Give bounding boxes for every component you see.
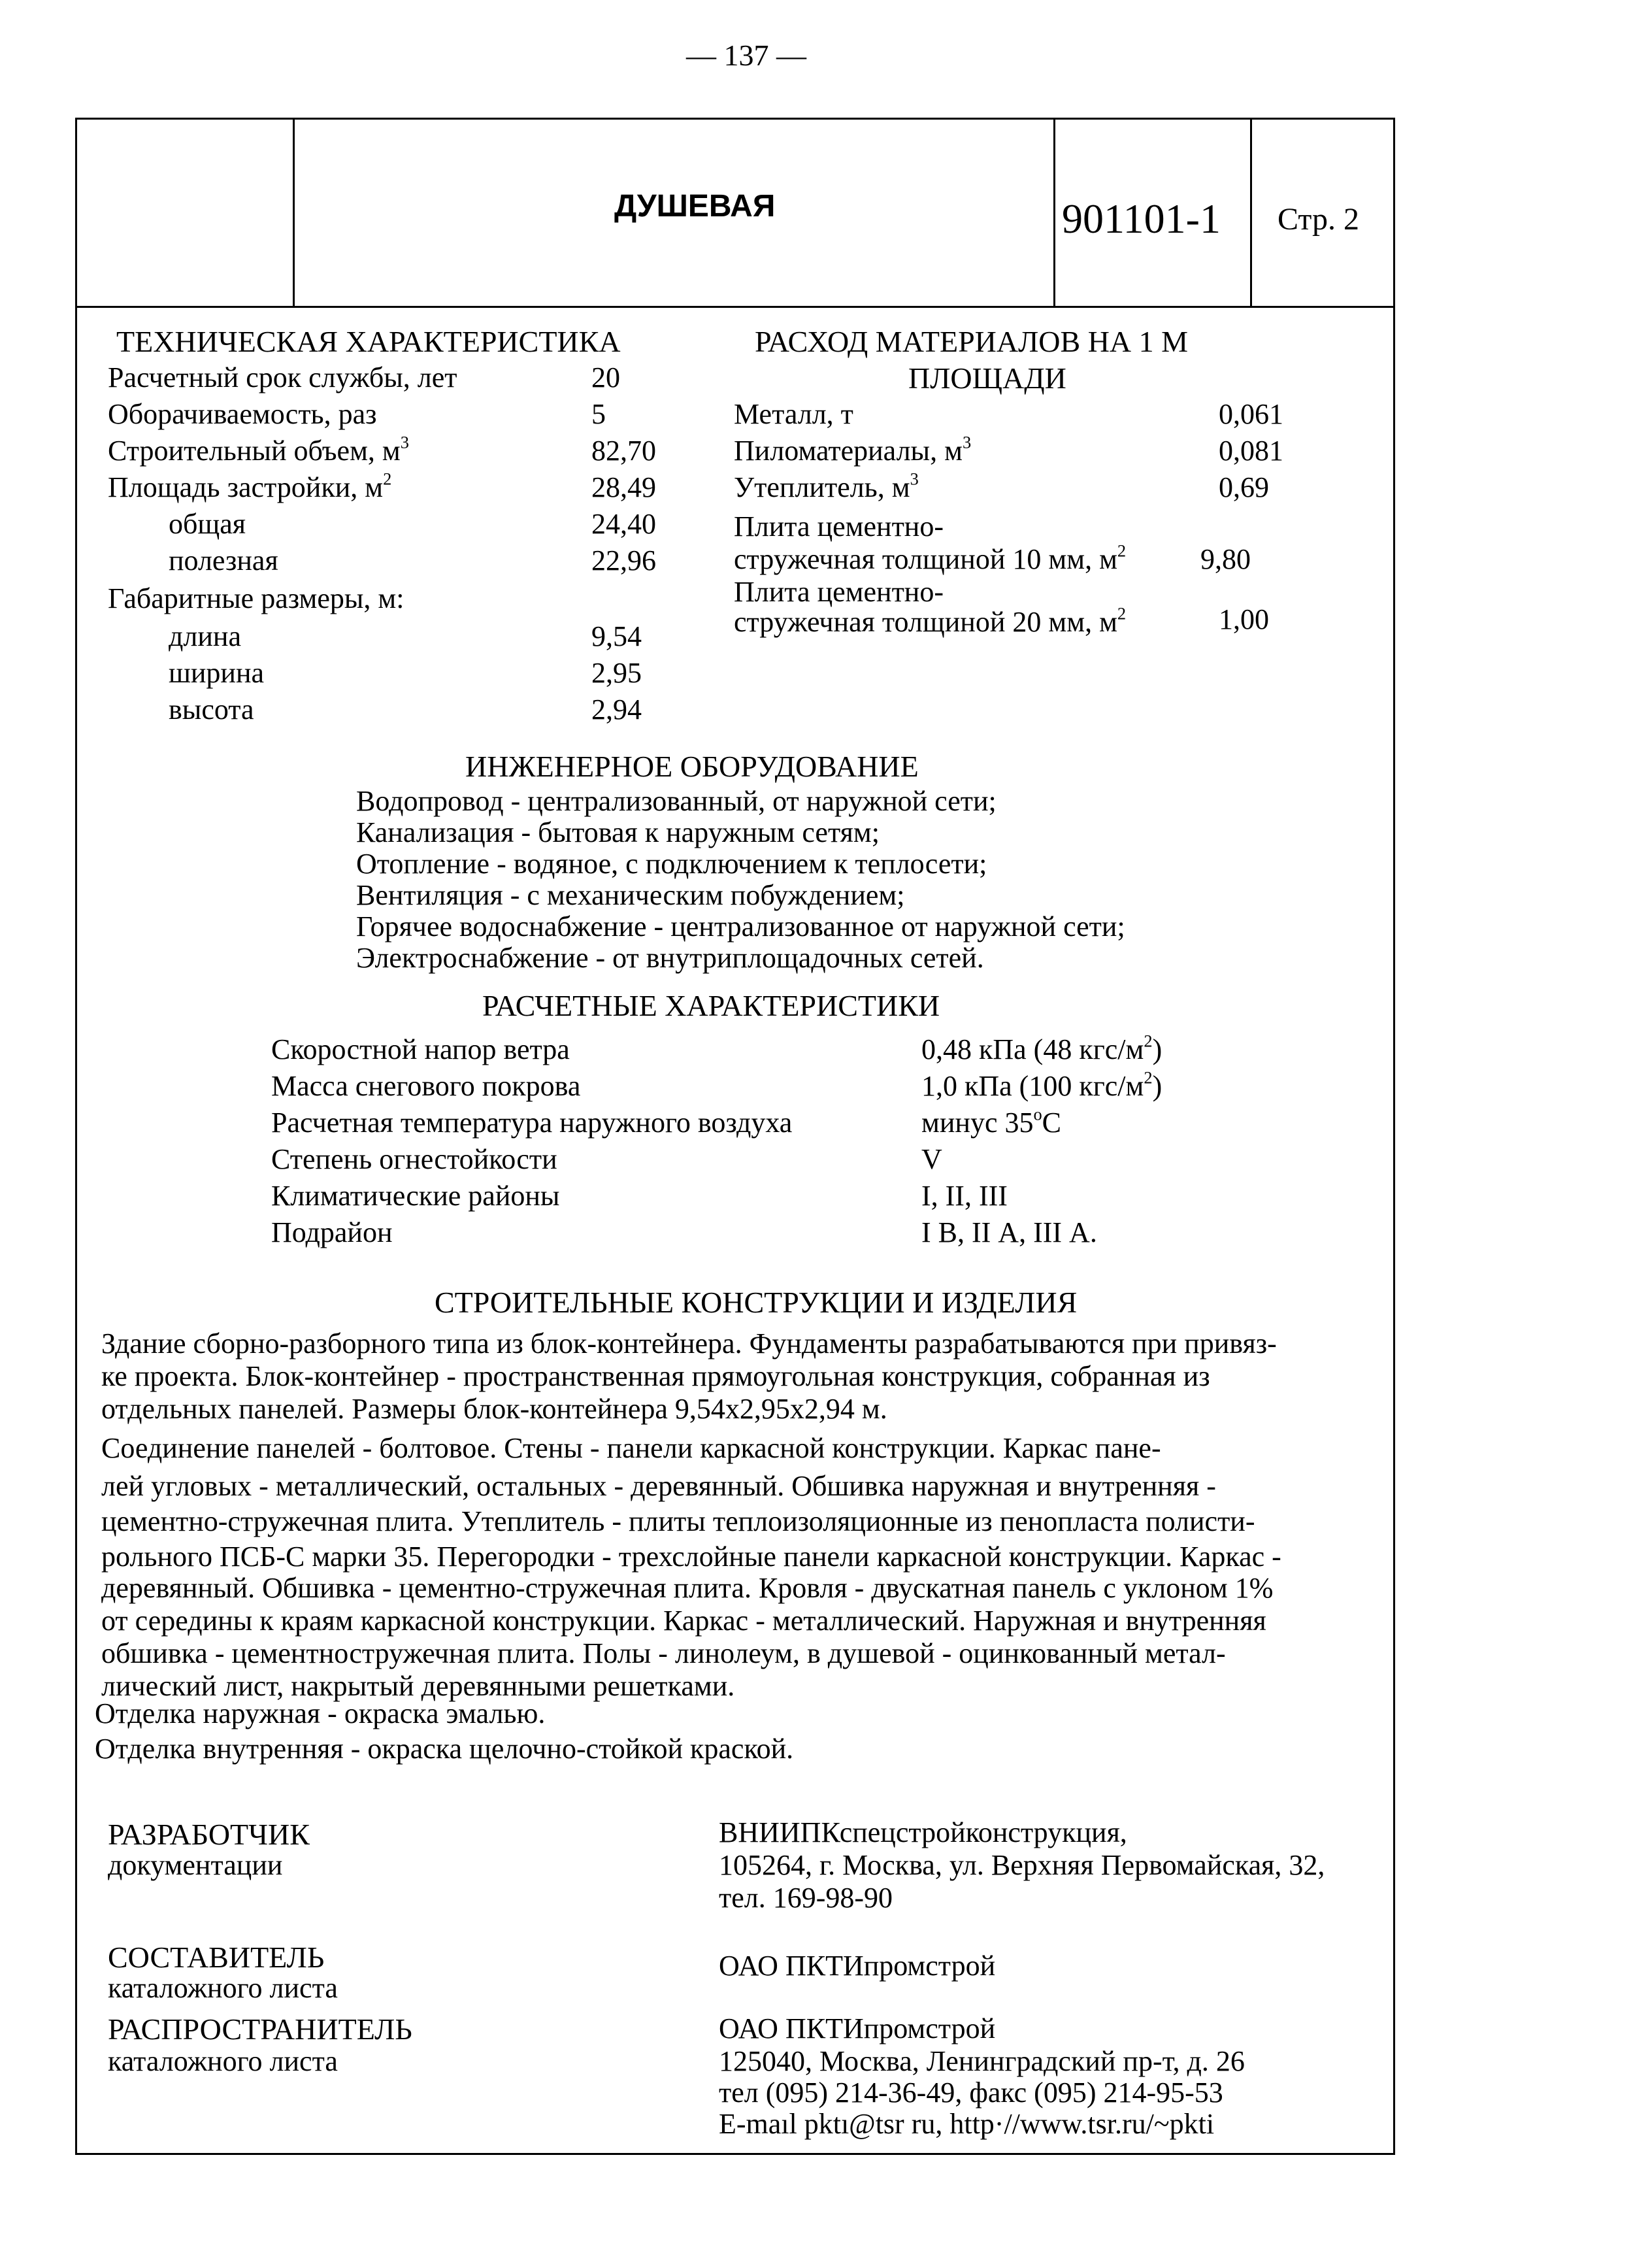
calc-row-value: I, II, III bbox=[921, 1180, 1008, 1212]
material-row-label: Плита цементно- bbox=[734, 576, 944, 608]
tech-row-label: Строительный объем, $м^3$ bbox=[108, 432, 409, 467]
material-row-label: стружечная толщиной 10 мм, $м^2$ bbox=[734, 541, 1127, 575]
construction-line: Отделка наружная - окраска эмалью. bbox=[95, 1697, 546, 1729]
calc-row-label: Климатические районы bbox=[271, 1180, 560, 1212]
calc-row-value: минус $35^оС$ bbox=[921, 1104, 1062, 1139]
calc-heading: РАСЧЕТНЫЕ ХАРАКТЕРИСТИКИ bbox=[482, 989, 940, 1022]
material-row-value: 0,081 bbox=[1219, 435, 1283, 467]
distributor-line: тел (095) 214-36-49, факс (095) 214-95-53 bbox=[719, 2076, 1223, 2109]
construction-line: лический лист, накрытый деревянными решетками. bbox=[101, 1670, 735, 1702]
tech-row-label: ширина bbox=[169, 657, 265, 689]
construction-line: отдельных панелей. Размеры блок-контейнера 9,54x2,95x2,94 м. bbox=[101, 1393, 887, 1425]
compiler-sublabel: каталожного листа bbox=[108, 1972, 338, 2004]
tech-heading: ТЕХНИЧЕСКАЯ ХАРАКТЕРИСТИКА bbox=[116, 325, 621, 358]
tech-row-value: 82,70 bbox=[591, 435, 656, 467]
tech-row-label: высота bbox=[169, 693, 254, 725]
tech-row-label: Расчетный срок службы, лет bbox=[108, 361, 457, 393]
engineering-line: Вентиляция - с механическим побуждением; bbox=[356, 879, 905, 911]
developer-line: тел. 169-98-90 bbox=[719, 1882, 893, 1914]
material-row-label: Пиломатериалы, $м^3$ bbox=[734, 432, 972, 467]
calc-row-label: Степень огнестойкости bbox=[271, 1143, 557, 1175]
distributor-label: РАСПРОСТРАНИТЕЛЬ bbox=[108, 2012, 412, 2046]
material-row-value: 0,69 bbox=[1219, 471, 1269, 503]
compiler-value: ОАО ПКТИпромстрой bbox=[719, 1950, 996, 1982]
construction-line: Соединение панелей - болтовое. Стены - панели каркасной конструкции. Каркас пане- bbox=[101, 1432, 1161, 1464]
construction-line: лей угловых - металлический, остальных - деревянный. Обшивка наружная и внутренняя - bbox=[101, 1470, 1216, 1502]
header-divider-3 bbox=[1250, 118, 1252, 307]
construction-line: цементно-стружечная плита. Утеплитель - плиты теплоизоляционные из пенопласта полисти- bbox=[101, 1505, 1255, 1537]
tech-row-value: 28,49 bbox=[591, 471, 656, 503]
tech-row-value: 22,96 bbox=[591, 544, 656, 576]
tech-row-value: 2,94 bbox=[591, 693, 642, 725]
calc-row-value: V bbox=[921, 1143, 942, 1175]
distributor-line: E-maıl pktı@tsr ru, http·//www.tsr.ru/~pkti bbox=[719, 2108, 1215, 2140]
tech-row-label: Габаритные размеры, м: bbox=[108, 582, 404, 614]
engineering-line: Электроснабжение - от внутриплощадочных сетей. bbox=[356, 942, 984, 974]
tech-row-value: 24,40 bbox=[591, 508, 656, 540]
calc-row-label: Подрайон bbox=[271, 1216, 393, 1248]
calc-row-label: Расчетная температура наружного воздуха bbox=[271, 1107, 793, 1139]
construction-line: Здание сборно-разборного типа из блок-контейнера. Фундаменты разрабатываются при привяз- bbox=[101, 1327, 1277, 1359]
construction-line: рольного ПСБ-С марки 35. Перегородки - трехслойные панели каркасной конструкции. Каркас - bbox=[101, 1541, 1281, 1573]
distributor-sublabel: каталожного листа bbox=[108, 2045, 338, 2077]
materials-heading: РАСХОД МАТЕРИАЛОВ НА 1 М bbox=[755, 325, 1189, 358]
engineering-line: Канализация - бытовая к наружным сетям; bbox=[356, 816, 880, 848]
calc-row-value: I В, II А, III А. bbox=[921, 1216, 1097, 1248]
material-row-value: 9,80 bbox=[1200, 543, 1251, 575]
materials-heading-line2: ПЛОЩАДИ bbox=[908, 361, 1066, 395]
engineering-line: Водопровод - централизованный, от наружной сети; bbox=[356, 785, 997, 817]
developer-label: РАЗРАБОТЧИК bbox=[108, 1818, 310, 1851]
tech-row-label: длина bbox=[169, 620, 241, 652]
construction-line: деревянный. Обшивка - цементно-стружечная плита. Кровля - двускатная панель с уклоном 1% bbox=[101, 1572, 1274, 1604]
construction-line: Отделка внутренняя - окраска щелочно-стойкой краской. bbox=[95, 1733, 794, 1765]
calc-row-label: Скоростной напор ветра bbox=[271, 1033, 570, 1065]
distributor-line: 125040, Москва, Ленинградский пр-т, д. 26 bbox=[719, 2045, 1245, 2077]
header-divider-2 bbox=[1053, 118, 1055, 307]
material-row-value: 1,00 bbox=[1219, 603, 1269, 635]
engineering-heading: ИНЖЕНЕРНОЕ ОБОРУДОВАНИЕ bbox=[465, 750, 919, 783]
tech-row-value: 5 bbox=[591, 398, 606, 430]
developer-sublabel: документации bbox=[108, 1849, 283, 1881]
tech-row-label: полезная bbox=[169, 544, 278, 576]
material-row-label: Утеплитель, $м^3$ bbox=[734, 469, 919, 503]
calc-row-label: Масса снегового покрова bbox=[271, 1070, 581, 1102]
material-row-label: Плита цементно- bbox=[734, 510, 944, 542]
material-row-value: 0,061 bbox=[1219, 398, 1283, 430]
document-title: ДУШЕВАЯ bbox=[614, 189, 776, 224]
tech-row-value: 20 bbox=[591, 361, 620, 393]
header-bottom-rule bbox=[75, 306, 1395, 308]
tech-row-value: 9,54 bbox=[591, 620, 642, 652]
construction-line: ке проекта. Блок-контейнер - пространственная прямоугольная конструкция, собранная из bbox=[101, 1360, 1210, 1392]
construction-heading: СТРОИТЕЛЬНЫЕ КОНСТРУКЦИИ И ИЗДЕЛИЯ bbox=[435, 1286, 1078, 1319]
header-divider-1 bbox=[293, 118, 295, 307]
material-row-label: Металл, т bbox=[734, 398, 853, 430]
page-reference: Стр. 2 bbox=[1278, 202, 1359, 237]
developer-line: 105264, г. Москва, ул. Верхняя Первомайская, 32, bbox=[719, 1849, 1325, 1881]
tech-row-value: 2,95 bbox=[591, 657, 642, 689]
tech-row-label: Площадь застройки, $м^2$ bbox=[108, 469, 392, 503]
construction-line: от середины к краям каркасной конструкции. Каркас - металлический. Наружная и внутренняя bbox=[101, 1605, 1266, 1637]
tech-row-label: Оборачиваемость, раз bbox=[108, 398, 377, 430]
material-row-label: стружечная толщиной 20 мм, $м^2$ bbox=[734, 603, 1127, 638]
page-number: — 137 — bbox=[686, 39, 806, 72]
engineering-line: Горячее водоснабжение - централизованное от наружной сети; bbox=[356, 910, 1125, 942]
distributor-line: ОАО ПКТИпромстрой bbox=[719, 2012, 996, 2044]
calc-row-value: 0,48 кПа (48 кгс/$м^2$) bbox=[921, 1031, 1163, 1065]
document-code: 901101-1 bbox=[1062, 195, 1221, 242]
construction-line: обшивка - цементностружечная плита. Полы - линолеум, в душевой - оцинкованный метал- bbox=[101, 1637, 1226, 1669]
tech-row-label: общая bbox=[169, 508, 246, 540]
engineering-line: Отопление - водяное, с подключением к теплосети; bbox=[356, 848, 987, 880]
calc-row-value: 1,0 кПа (100 кгс/$м^2$) bbox=[921, 1067, 1163, 1102]
developer-line: ВНИИПКспецстройконструкция, bbox=[719, 1816, 1127, 1848]
compiler-label: СОСТАВИТЕЛЬ bbox=[108, 1941, 325, 1974]
